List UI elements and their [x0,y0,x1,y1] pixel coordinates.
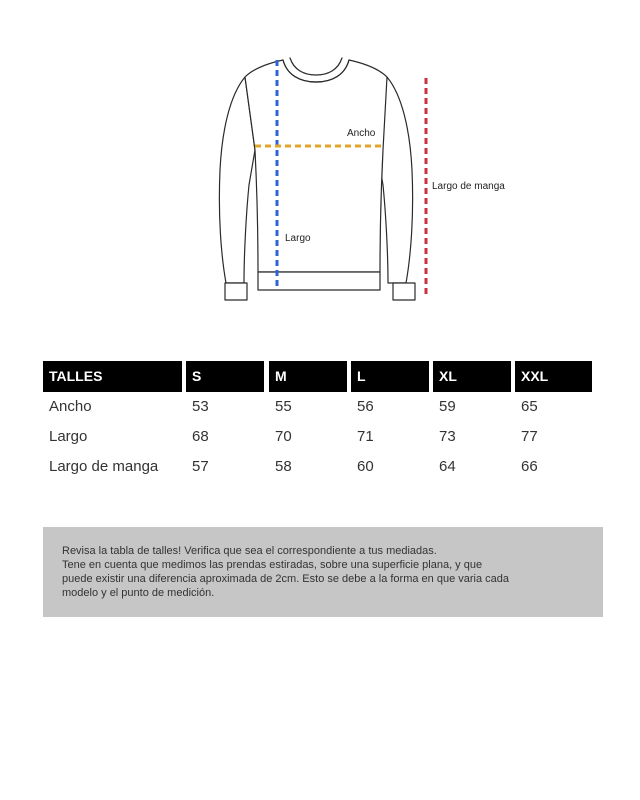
header-xxl: XXL [515,361,592,392]
table-cell: 60 [357,458,374,475]
row-label: Ancho [49,398,92,415]
table-cell: 64 [439,458,456,475]
table-cell: 65 [521,398,538,415]
header-s: S [186,361,264,392]
table-row [43,452,592,482]
table-cell: 73 [439,428,456,445]
largo-label: Largo [285,233,311,244]
table-cell: 68 [192,428,209,445]
sweatshirt-illustration [0,0,640,320]
left-cuff [225,283,247,300]
header-talles: TALLES [43,361,182,392]
header-l: L [351,361,429,392]
row-label: Largo de manga [49,458,159,475]
note-line: Revisa la tabla de talles! Verifica que sea el correspondiente a tus mediadas. [62,545,437,557]
table-cell: 71 [357,428,374,445]
largo-manga-label: Largo de manga [432,181,505,192]
table-cell: 66 [521,458,538,475]
row-label: Largo [49,428,88,445]
table-cell: 55 [275,398,292,415]
table-cell: 58 [275,458,292,475]
note-line: Tene en cuenta que medimos las prendas estiradas, sobre una superficie plana, y que [62,559,483,571]
size-diagram [0,0,640,320]
header-xl: XL [433,361,511,392]
body [245,60,387,272]
table-row [43,392,592,422]
ancho-label: Ancho [347,128,376,139]
right-cuff [393,283,415,300]
table-cell: 70 [275,428,292,445]
table-cell: 59 [439,398,456,415]
table-row [43,422,592,452]
table-header-row [43,361,592,392]
table-cell: 57 [192,458,209,475]
info-note [43,527,603,617]
collar-inner [290,58,342,75]
header-m: M [269,361,347,392]
note-line: puede existir una diferencia aproximada de 2cm. Esto se debe a la forma en que varia cada [62,573,509,585]
table-cell: 56 [357,398,374,415]
table-cell: 53 [192,398,209,415]
table-cell: 77 [521,428,538,445]
note-line: modelo y el punto de medición. [62,587,215,599]
size-table [43,361,592,482]
